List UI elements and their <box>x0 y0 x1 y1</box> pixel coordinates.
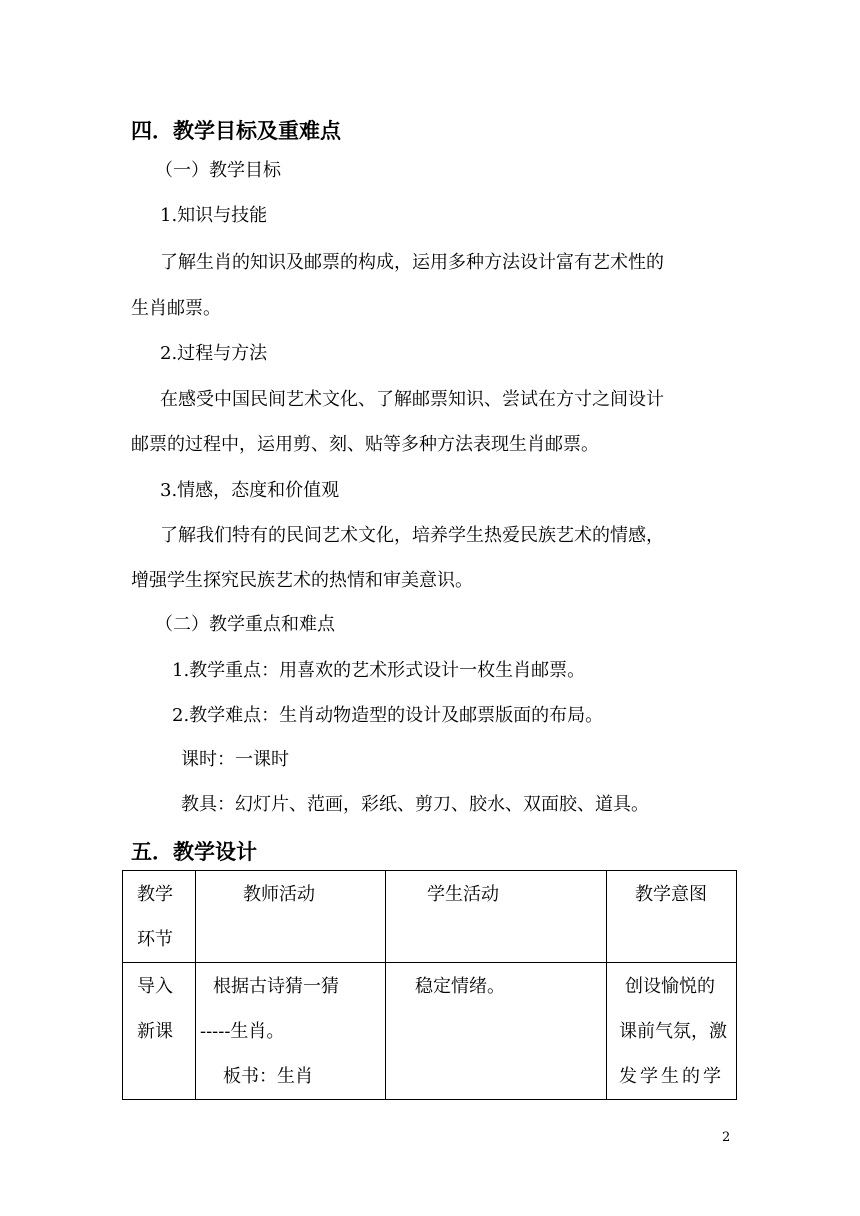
section5-title: 五．教学设计 <box>131 840 257 864</box>
page-number: 2 <box>722 1130 731 1145</box>
row1-student-activity: 稳定情绪。 <box>386 963 607 1100</box>
header-stage: 教学 环节 <box>123 871 196 963</box>
goal-1-title: 1.知识与技能 <box>160 205 268 226</box>
table-header-row <box>123 871 737 963</box>
row1-teaching-intent: 创设愉悦的 课前气氛，激 发学生的学 <box>607 963 737 1100</box>
row1-teacher-activity: 根据古诗猜一猜 -----生肖。 板书：生肖 <box>196 963 386 1100</box>
teaching-goals-subheading: （一）教学目标 <box>155 160 281 181</box>
teaching-design-table <box>122 870 737 1100</box>
class-hours: 课时：一课时 <box>181 749 289 770</box>
key-points-subheading: （二）教学重点和难点 <box>155 614 335 635</box>
goal-2-title: 2.过程与方法 <box>160 343 268 364</box>
row1-stage: 导入 新课 <box>123 963 196 1100</box>
key-point: 1.教学重点：用喜欢的艺术形式设计一枚生肖邮票。 <box>172 660 586 681</box>
goal-2-line-1: 在感受中国民间艺术文化、了解邮票知识、尝试在方寸之间设计 <box>160 389 664 410</box>
section4-title: 四．教学目标及重难点 <box>131 119 341 143</box>
table-row <box>123 963 737 1100</box>
goal-1-line-2: 生肖邮票。 <box>131 298 221 319</box>
difficulty: 2.教学难点：生肖动物造型的设计及邮票版面的布局。 <box>172 705 604 726</box>
goal-1-line-1: 了解生肖的知识及邮票的构成，运用多种方法设计富有艺术性的 <box>160 252 664 273</box>
header-teacher-activity: 教师活动 <box>196 871 386 963</box>
goal-2-line-2: 邮票的过程中，运用剪、刻、贴等多种方法表现生肖邮票。 <box>131 434 599 455</box>
teaching-tools: 教具：幻灯片、范画，彩纸、剪刀、胶水、双面胶、道具。 <box>181 794 649 815</box>
goal-3-line-2: 增强学生探究民族艺术的热情和审美意识。 <box>131 570 473 591</box>
header-student-activity: 学生活动 <box>386 871 607 963</box>
goal-3-title: 3.情感，态度和价值观 <box>160 480 340 501</box>
header-teaching-intent: 教学意图 <box>607 871 737 963</box>
goal-3-line-1: 了解我们特有的民间艺术文化，培养学生热爱民族艺术的情感， <box>160 525 664 546</box>
